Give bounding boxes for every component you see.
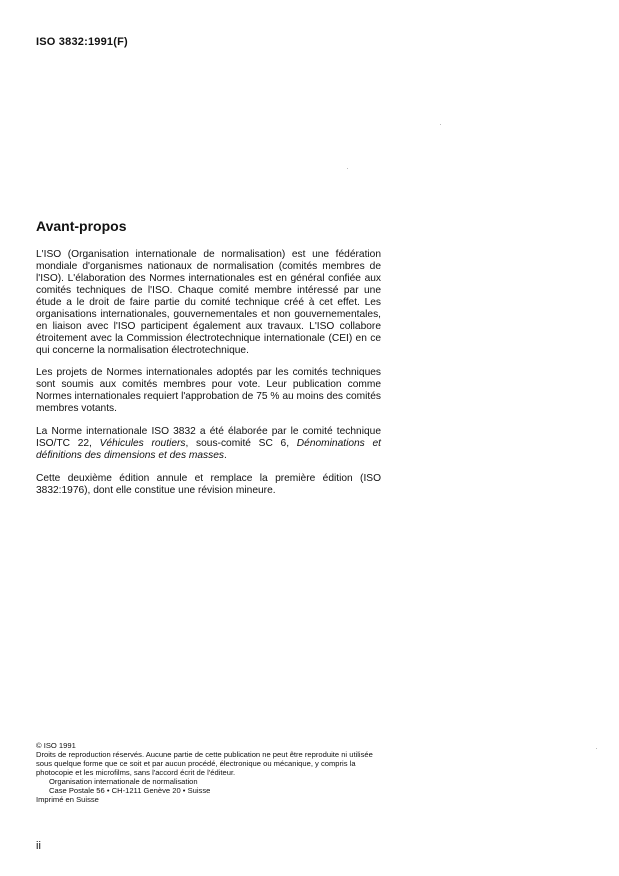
- paragraph-voting: Les projets de Normes internationales adoptés par les comités techniques sont soumis aux comités membres pour vote. Leur publication comme Normes internationales requiert l'approbation de 75 % au moins des comités membres votants.: [36, 367, 381, 414]
- document-id: ISO 3832:1991(F): [36, 36, 128, 48]
- printed-in: Imprimé en Suisse: [36, 795, 99, 804]
- committee-name: Véhicules routiers: [99, 438, 186, 449]
- paragraph-iso-intro: L'ISO (Organisation internationale de normalisation) est une fédération mondiale d'organismes nationaux de normalisation (comités membres de l'ISO). L'élaboration des Normes internationales est en général confiée aux comités techniques de l'ISO. Chaque comité membre intéressé par une étude a le droit de faire partie du comité technique créé à cet effet. Les organisations internationales, gouvernementales et non gouvernementales, en liaison avec l'ISO participent également aux travaux. L'ISO collabore étroitement avec la Commission électrotechnique internationale (CEI) en ce qui concerne la normalisation électrotechnique.: [36, 249, 381, 356]
- copyright-line: © ISO 1991: [36, 741, 76, 750]
- paragraph-edition: Cette deuxième édition annule et remplace la première édition (ISO 3832:1976), dont elle constitue une révision mineure.: [36, 473, 381, 496]
- committee-text-end: .: [224, 450, 227, 461]
- subcommittee-name: Dénominations et définitions des dimensions et des masses: [36, 438, 381, 461]
- postal-address: Case Postale 56 • CH-1211 Genève 20 • Suisse: [49, 786, 211, 795]
- page-number: ii: [36, 840, 41, 852]
- committee-text-lead: La Norme internationale ISO 3832 a été élaborée par le comité technique ISO/TC 22,: [36, 426, 381, 449]
- paragraph-committee: [36, 426, 381, 462]
- foreword-body: [36, 249, 381, 508]
- copyright-footer: [36, 741, 384, 804]
- committee-text-mid: , sous-comité SC 6,: [185, 438, 297, 449]
- scan-speck: [596, 748, 597, 749]
- scan-speck: [440, 124, 441, 125]
- organisation-name: Organisation internationale de normalisation: [49, 777, 198, 786]
- scan-speck: [347, 168, 348, 169]
- rights-notice: Droits de reproduction réservés. Aucune partie de cette publication ne peut être reproduite ni utilisée sous quelque forme que ce soit et par aucun procédé, électronique ou mécanique, y compris la photocopie et les microfilms, sans l'accord écrit de l'éditeur.: [36, 750, 373, 777]
- page-title: Avant-propos: [36, 218, 127, 234]
